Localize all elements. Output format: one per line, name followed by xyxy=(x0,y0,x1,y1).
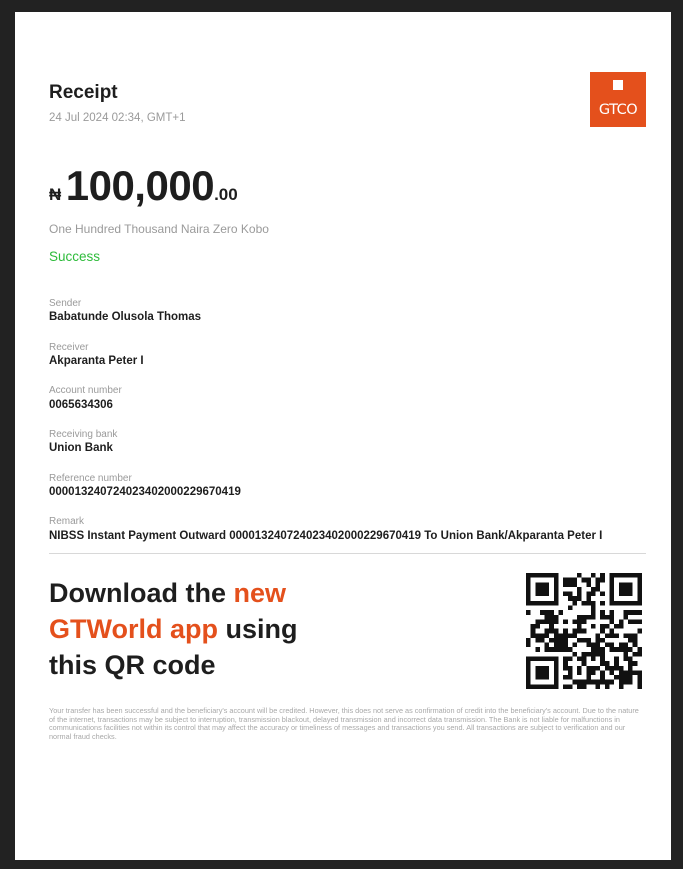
remark-value: NIBSS Instant Payment Outward 000013240724023402000229670419 To Union Bank/Akparanta Peter I xyxy=(49,530,603,542)
amount-in-words: One Hundred Thousand Naira Zero Kobo xyxy=(49,222,269,236)
amount-decimals: .00 xyxy=(214,185,238,204)
receipt-page xyxy=(15,12,671,860)
section-divider xyxy=(49,553,646,554)
receipt-title: Receipt xyxy=(49,82,118,103)
promo-text-3: this QR code xyxy=(49,650,216,680)
receipt-datetime: 24 Jul 2024 02:34, GMT+1 xyxy=(49,112,186,124)
logo-text: GTCO xyxy=(598,102,638,118)
gtco-logo xyxy=(590,72,646,127)
remark-label: Remark xyxy=(49,516,85,527)
promo-text-1: Download the xyxy=(49,578,234,608)
amount-value: 100,000 xyxy=(65,162,215,209)
receiving-bank-value: Union Bank xyxy=(49,442,113,454)
reference-number-label: Reference number xyxy=(49,473,132,484)
qr-code-icon xyxy=(526,573,642,689)
sender-value: Babatunde Olusola Thomas xyxy=(49,311,202,323)
currency-symbol: ₦ xyxy=(49,185,62,204)
promo-highlight-app: GTWorld app xyxy=(49,614,218,644)
app-download-promo xyxy=(49,575,509,683)
status-text: Success xyxy=(49,249,101,264)
amount-display xyxy=(49,162,238,210)
receiver-value: Akparanta Peter I xyxy=(49,355,144,367)
account-number-label: Account number xyxy=(49,385,122,396)
account-number-value: 0065634306 xyxy=(49,399,113,411)
sender-label: Sender xyxy=(49,298,82,309)
receiving-bank-label: Receiving bank xyxy=(49,429,118,440)
receiver-label: Receiver xyxy=(49,342,89,353)
reference-number-value: 000013240724023402000229670419 xyxy=(49,486,241,498)
disclaimer-text: Your transfer has been successful and the beneficiary's account will be credited. However, this does not serve as confirmation of credit into the beneficiary's account. Due to the nature of the internet, transactions may be subject to interruption, transmission blackout, delayed transmission and incorrect data transmission. The Bank is not liable for malfunctions in communications facilities not within its control that may affect the accuracy or timeliness of messages and transactions you send. All transactions are subject to verification and our normal fraud checks. xyxy=(49,706,639,741)
promo-highlight-new: new xyxy=(233,578,287,608)
promo-text-2: using xyxy=(218,614,298,644)
logo-square-icon xyxy=(613,80,623,90)
